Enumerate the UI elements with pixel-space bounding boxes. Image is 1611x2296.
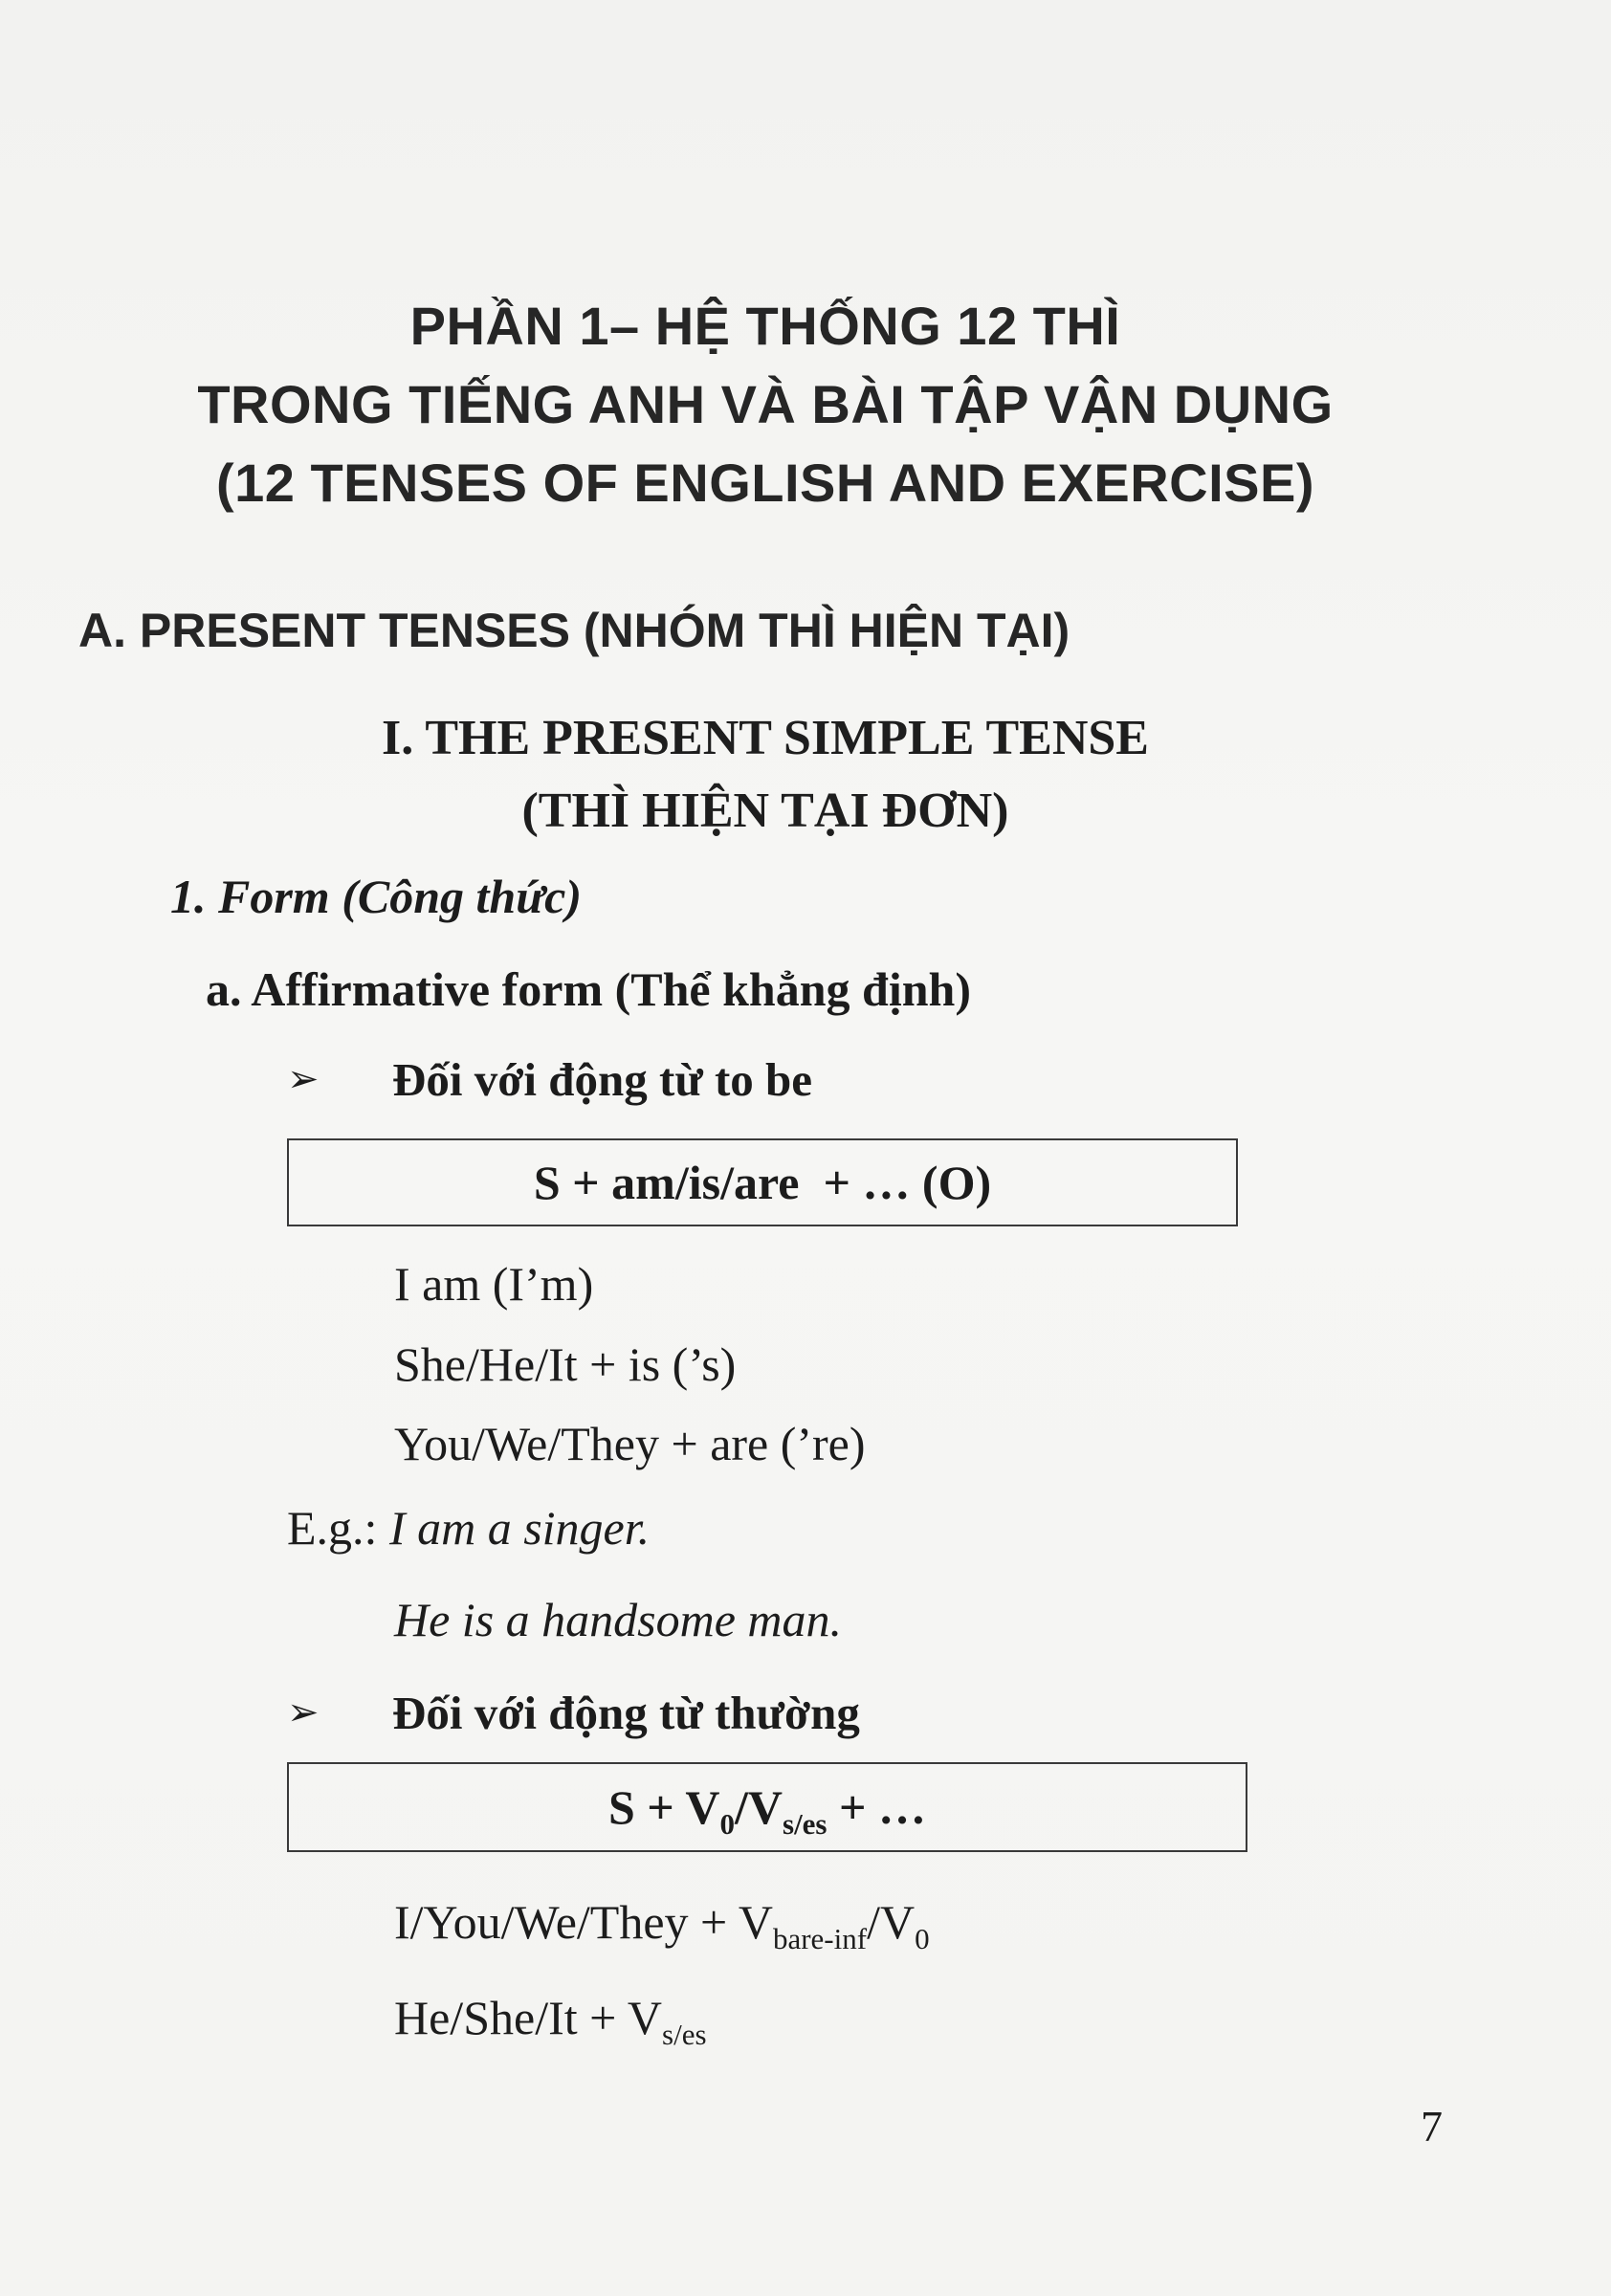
part-title-line-3: (12 TENSES OF ENGLISH AND EXERCISE) — [215, 453, 1315, 513]
tense-title-line-1: I. THE PRESENT SIMPLE TENSE — [382, 711, 1149, 765]
section-heading-present-tenses: A. PRESENT TENSES (NHÓM THÌ HIỆN TẠI) — [78, 604, 1070, 657]
to-be-heading: Đối với động từ to be — [392, 1053, 813, 1106]
formula-to-be: S + am/is/are + … (O) — [533, 1156, 992, 1209]
ordinary-verb-line-plural: I/You/We/They + $V_{bare-inf}/V_0$ — [394, 1895, 930, 1955]
bullet-ordinary-verb — [287, 1686, 860, 1740]
formula-box-ordinary-verb — [287, 1762, 1247, 1852]
page-number: 7 — [1421, 2102, 1443, 2151]
to-be-line-she: She/He/It + is (’s) — [394, 1337, 737, 1391]
arrow-bullet-icon: ➢ — [287, 1057, 320, 1101]
ordinary-verb-heading: Đối với động từ thường — [392, 1687, 860, 1739]
affirmative-heading: a. Affirmative form (Thể khẳng định) — [206, 962, 971, 1016]
example-label: E.g.: — [287, 1501, 389, 1555]
example-sentence-1: I am a singer. — [388, 1501, 651, 1555]
to-be-line-i: I am (I’m) — [394, 1257, 594, 1311]
arrow-bullet-icon: ➢ — [287, 1690, 320, 1734]
part-title-line-2: TRONG TIẾNG ANH VÀ BÀI TẬP VẬN DỤNG — [197, 374, 1334, 434]
to-be-line-you: You/We/They + are (’re) — [394, 1417, 866, 1470]
form-heading: 1. Form (Công thức) — [170, 870, 583, 923]
formula-ordinary-verb: $S + V_0/V_{s/es}$ + … — [607, 1780, 926, 1841]
formula-box-to-be — [287, 1138, 1238, 1226]
tense-title-line-2: (THÌ HIỆN TẠI ĐƠN) — [521, 784, 1009, 838]
example-line-1 — [287, 1500, 650, 1556]
ordinary-verb-line-singular: $He/She/It + V_{s/es}$ — [394, 1991, 707, 2051]
bullet-to-be — [287, 1052, 812, 1107]
part-title-line-1: PHẦN 1– HỆ THỐNG 12 THÌ — [409, 296, 1121, 356]
example-sentence-2: He is a handsome man. — [394, 1593, 843, 1646]
